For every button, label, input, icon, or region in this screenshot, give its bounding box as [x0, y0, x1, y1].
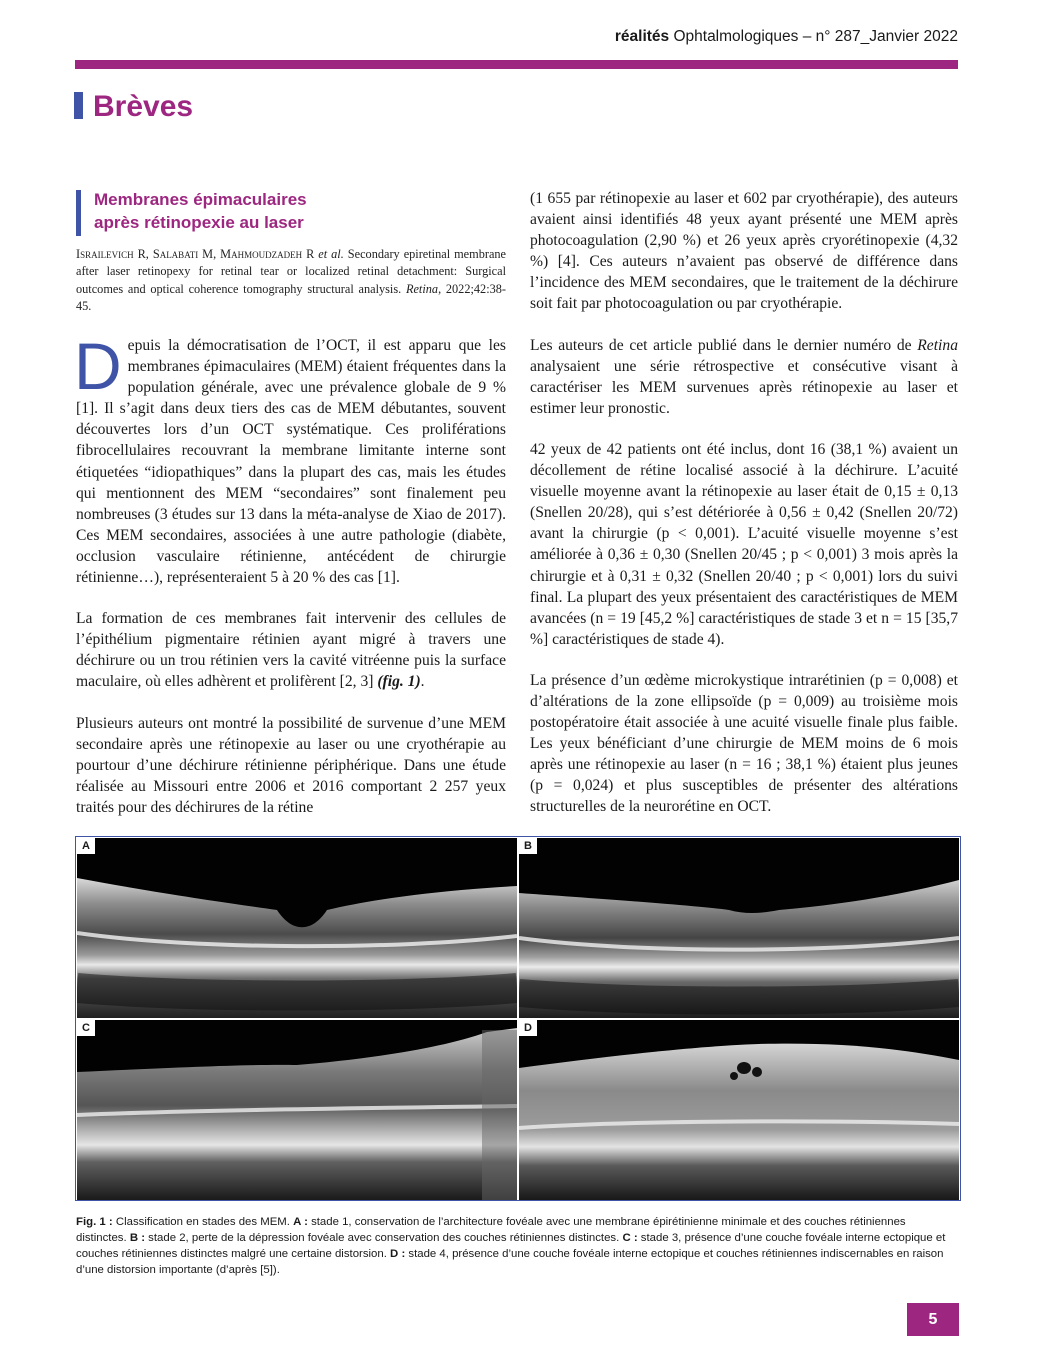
- oct-panel-d: [519, 1020, 959, 1200]
- panel-label-a: A: [77, 838, 95, 854]
- paragraph-2-text: La formation de ces membranes fait intervenir des cellules de l’épithélium pigmentaire rétinien ayant migré à travers une déchirure ou un trou rétinien vers la cavité vitréenne puis la surface maculaire, où elles adhèrent et prolifèrent [2, 3]: [76, 610, 506, 691]
- oct-scan-a: [77, 838, 517, 1018]
- oct-panel-c: [77, 1020, 517, 1200]
- article-title-line1: Membranes épimaculaires: [94, 190, 307, 209]
- caption-d-text: stade 4, présence d’une couche fovéale interne ectopique et couches rétiniennes indiscernables en raison d’une distorsion importante (d’après [5]).: [76, 1248, 944, 1276]
- paragraph-6: 42 yeux de 42 patients ont été inclus, dont 16 (38,1 %) avaient un décollement de rétine localisé associé à la déchirure. L’acuité visuelle moyenne avant la rétinopexie au laser était de 0,15 ± 0,13 (Snellen 20/28), qui s’est détériorée à 0,56 ± 0,42 (Snellen 20/72) avant la chirurgie (p < 0,001). L’acuité visuelle moyenne s’est améliorée à 0,36 ± 0,30 (Snellen 20/45 ; p < 0,001) 3 mois après la chirurgie et à 0,31 ± 0,32 (Snellen 20/40 ; p < 0,001) lors du suivi final. La plupart des yeux présentaient des caractéristiques de MEM avancées (n = 19 [45,2 %] caractéristiques de stade 3 et n = 15 [35,7 %] caractéristiques de stade 4).: [530, 440, 958, 648]
- oct-scan-b: [519, 838, 959, 1018]
- paragraph-3: Plusieurs auteurs ont montré la possibilité de survenue d’une MEM secondaire après une rétinopexie au laser ou une cryothérapie au pourtour d’une déchirure rétinienne périphérique. Dans une étude réalisée au Missouri entre 2006 et 2016 comportant 2 257 yeux traités pour des déchirures de la rétine: [76, 714, 506, 816]
- panel-label-b: B: [519, 838, 537, 854]
- paragraph-2-end: .: [420, 673, 425, 691]
- caption-intro: Classification en stades des MEM.: [112, 1216, 294, 1228]
- issue-info: Ophtalmologiques – n° 287_Janvier 2022: [669, 28, 958, 45]
- reference-etal: et al.: [318, 247, 344, 261]
- oct-scan-c: [77, 1020, 517, 1200]
- article-title: [94, 188, 307, 234]
- reference-authors: Israilevich R, Salabati M, Mahmoudzadeh R: [76, 247, 315, 261]
- left-column: [74, 329, 506, 838]
- panel-label-d: D: [519, 1020, 537, 1036]
- caption-c-label: C :: [622, 1232, 638, 1244]
- caption-c-text: stade 3, présence d’une couche fovéale interne ectopique et couches rétiniennes distinctes malgré une certaine distorsion.: [76, 1232, 946, 1260]
- header-rule: [75, 60, 958, 69]
- article-reference: [76, 246, 506, 315]
- panel-label-c: C: [77, 1020, 95, 1036]
- paragraph-5-pre: Les auteurs de cet article publié dans le dernier numéro de: [530, 336, 918, 354]
- paragraph-5: [530, 335, 958, 419]
- title-marker: [76, 190, 81, 236]
- oct-scan-d: [519, 1020, 959, 1200]
- paragraph-2: [76, 608, 506, 692]
- figure-caption: [76, 1214, 959, 1278]
- reference-journal: Retina: [405, 281, 439, 296]
- article-title-line2: après rétinopexie au laser: [94, 213, 304, 232]
- paragraph-1: [74, 329, 506, 588]
- caption-a-label: A :: [293, 1216, 308, 1228]
- journal-name: réalités: [614, 28, 670, 45]
- caption-b-label: B :: [129, 1232, 145, 1244]
- paragraph-5-post: analysaient une série rétrospective et consécutive visant à caractériser les MEM survenues après rétinopexie au laser et estimer leur pronostic.: [530, 357, 958, 417]
- paragraph-1-text: epuis la démocratisation de l’OCT, il est apparu que les membranes épimaculaires (MEM) étaient fréquentes dans la population générale, avec une prévalence globale de 9 % [1]. Il s’agit dans deux tiers des cas de MEM débutantes, souvent découvertes lors d’un OCT systématique. Ces proliférations fibrocellulaires recouvrant la membrane limitante interne sont étiquetées “idiopathiques” dans la plupart des cas, mais les études qui mentionnent des MEM “secondaires” sont finalement peu nombreuses (3 études sur 13 dans la méta-analyse de Xiao de 2017). Ces MEM secondaires, associées à une autre pathologie (diabète, occlusion vasculaire rétinienne, antécédent de chirurgie rétinienne…), représenteraient 5 à 20 % des cas [1].: [76, 337, 506, 587]
- figure-reference[interactable]: (fig. 1): [377, 673, 421, 691]
- caption-b-text: stade 2, perte de la dépression fovéale avec conservation des couches rétiniennes distinctes.: [145, 1232, 623, 1244]
- journal-name-inline: Retina: [917, 336, 958, 354]
- oct-figure: [75, 836, 961, 1201]
- caption-d-label: D :: [390, 1248, 406, 1260]
- right-column: [530, 188, 958, 838]
- journal-header: [615, 28, 958, 46]
- caption-a-text: stade 1, conservation de l’architecture fovéale avec une membrane épirétinienne minimale et des couches rétiniennes distinctes.: [76, 1216, 906, 1244]
- oct-panel-a: [77, 838, 517, 1018]
- paragraph-7: La présence d’un œdème microkystique intrarétinien (p = 0,008) et d’altérations de la zone ellipsoïde (p = 0,009) au troisième mois postopératoire était associée à une acuité visuelle finale plus faible. Les yeux bénéficiant d’une chirurgie de MEM moins de 6 mois après une rétinopexie au laser (n = 16 ; 38,1 %) étaient plus jeunes (p = 0,024) et plus susceptibles de présenter des altérations structurelles de la neurorétine en OCT.: [530, 671, 958, 816]
- reference-citation: , 2022;42:38-45.: [76, 281, 506, 313]
- reference-title: Secondary epiretinal membrane after laser retinopexy for retinal tear or localized retinal detachment: Surgical outcomes and optical coherence tomography structural analysis.: [76, 247, 507, 296]
- caption-label: Fig. 1 :: [76, 1216, 113, 1228]
- section-label: Brèves: [93, 90, 194, 123]
- section-title: [74, 90, 193, 124]
- paragraph-4: (1 655 par rétinopexie au laser et 602 par cryothérapie), des auteurs avaient ainsi identifiés 48 yeux ayant présenté une MEM après photocoagulation (2,90 %) et 26 yeux après cryorétinopexie (4,32 %) [4]. Ces auteurs n’avaient pas observé de différence dans l’incidence des MEM secondaires, que le traitement de la déchirure soit fait par photocoagulation ou par cryothérapie.: [530, 190, 958, 313]
- drop-cap: D: [74, 329, 122, 403]
- section-marker: [74, 92, 83, 119]
- oct-panel-b: [519, 838, 959, 1018]
- page-number: 5: [907, 1303, 959, 1336]
